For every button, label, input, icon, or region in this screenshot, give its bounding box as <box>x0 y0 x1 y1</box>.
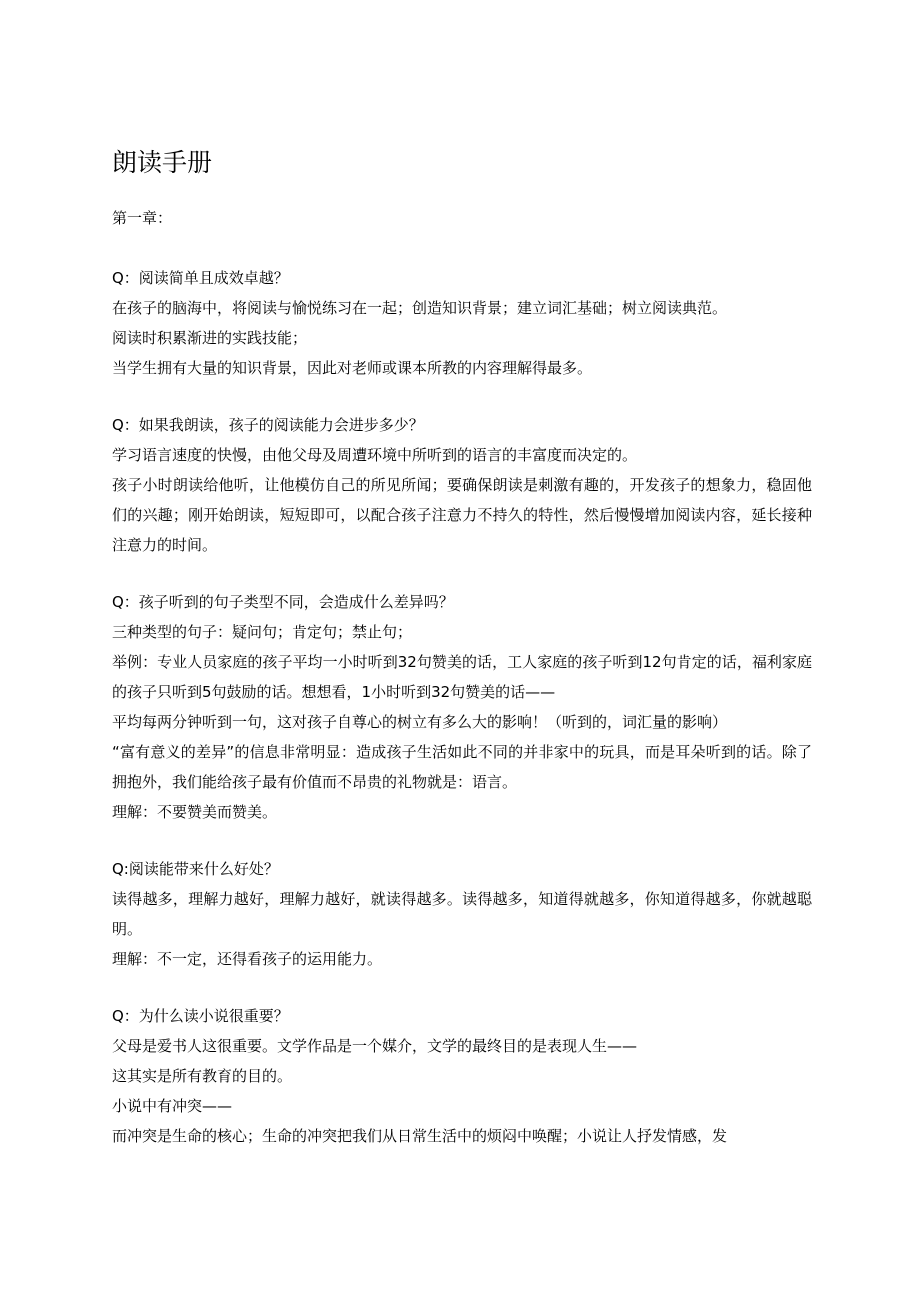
chapter-heading: 第一章： <box>112 209 173 227</box>
paragraph: 阅读时积累渐进的实践技能； <box>112 329 308 347</box>
question: Q：如果我朗读，孩子的阅读能力会进步多少？ <box>112 416 424 434</box>
paragraph: 三种类型的句子：疑问句；肯定句；禁止句； <box>112 623 413 641</box>
paragraph: 这其实是所有教育的目的。 <box>112 1067 293 1085</box>
paragraph: 父母是爱书人这很重要。文学作品是一个媒介，文学的最终目的是表现人生—— <box>112 1037 638 1055</box>
paragraph: 理解：不要赞美而赞美。 <box>112 803 278 821</box>
section-sentence-types <box>112 587 812 827</box>
section-reading-benefits <box>112 854 812 974</box>
paragraph: 读得越多，理解力越好，理解力越好，就读得越多。读得越多，知道得就越多，你知道得越多，你就越聪明。 <box>112 890 812 938</box>
question: Q:阅读能带来什么好处？ <box>112 860 279 878</box>
document-page <box>112 143 812 1178</box>
section-novels <box>112 1001 812 1151</box>
question: Q：为什么读小说很重要？ <box>112 1007 289 1025</box>
paragraph: 小说中有冲突—— <box>112 1097 233 1115</box>
section-reading-simple <box>112 263 812 383</box>
question: Q：阅读简单且成效卓越？ <box>112 269 289 287</box>
paragraph: “富有意义的差异”的信息非常明显：造成孩子生活如此不同的并非家中的玩具，而是耳朵听到的话。除了拥抱外，我们能给孩子最有价值而不昂贵的礼物就是：语言。 <box>112 743 812 791</box>
paragraph: 平均每两分钟听到一句，这对孩子自尊心的树立有多么大的影响！（听到的，词汇量的影响） <box>112 713 728 731</box>
paragraph: 理解：不一定，还得看孩子的运用能力。 <box>112 950 383 968</box>
paragraph: 举例：专业人员家庭的孩子平均一小时听到32句赞美的话，工人家庭的孩子听到12句肯定的话，福利家庭的孩子只听到5句鼓励的话。想想看，1小时听到32句赞美的话—— <box>112 653 812 701</box>
paragraph: 学习语言速度的快慢，由他父母及周遭环境中所听到的语言的丰富度而决定的。 <box>112 446 638 464</box>
section-reading-progress <box>112 410 812 560</box>
question: Q：孩子听到的句子类型不同，会造成什么差异吗？ <box>112 593 454 611</box>
paragraph: 而冲突是生命的核心；生命的冲突把我们从日常生活中的烦闷中唤醒；小说让人抒发情感，发 <box>112 1127 728 1145</box>
paragraph: 孩子小时朗读给他听，让他模仿自己的所见所闻；要确保朗读是刺激有趣的，开发孩子的想象力，稳固他们的兴趣；刚开始朗读，短短即可，以配合孩子注意力不持久的特性，然后慢慢增加阅读内容，延长接种注意力的时间。 <box>112 476 812 554</box>
paragraph: 当学生拥有大量的知识背景，因此对老师或课本所教的内容理解得最多。 <box>112 359 593 377</box>
paragraph: 在孩子的脑海中，将阅读与愉悦练习在一起；创造知识背景；建立词汇基础；树立阅读典范。 <box>112 299 728 317</box>
page-title: 朗读手册 <box>112 148 213 177</box>
